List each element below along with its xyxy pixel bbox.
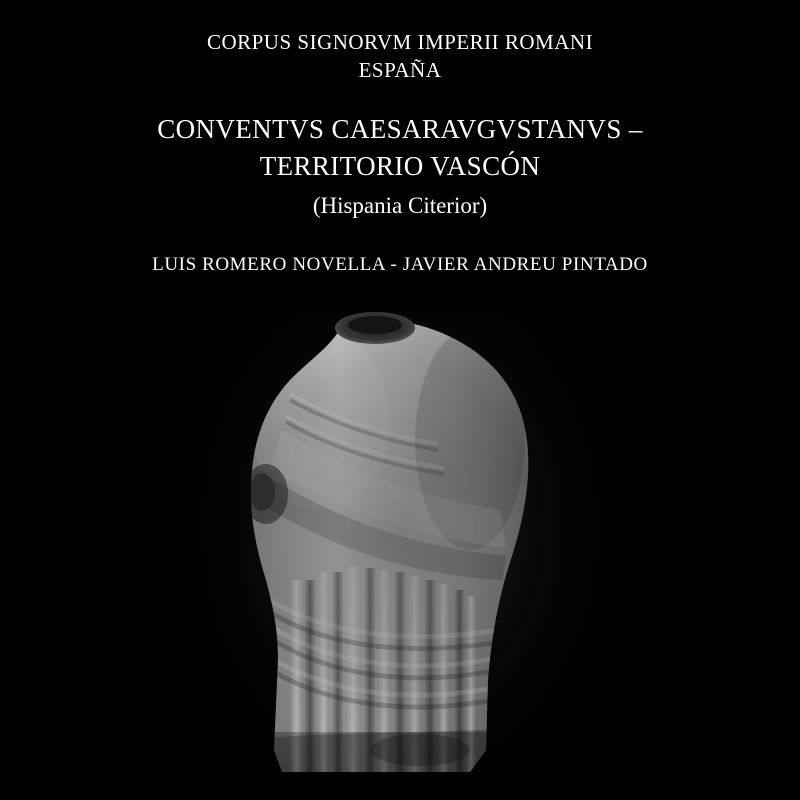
statue-neck-break: [335, 312, 415, 344]
statue-image-area: [0, 280, 800, 800]
main-title-line-1: CONVENTVS CAESARAVGVSTANVS –: [157, 113, 643, 144]
statue-body: [230, 310, 550, 792]
series-title-line-2: ESPAÑA: [358, 58, 442, 83]
main-title-line-2: TERRITORIO VASCÓN: [259, 150, 541, 181]
series-title-line-1: CORPUS SIGNORVM IMPERII ROMANI: [206, 30, 594, 54]
cover-subtitle: (Hispania Citerior): [312, 193, 488, 219]
cover-authors: LUIS ROMERO NOVELLA - JAVIER ANDREU PINTADO: [152, 253, 648, 275]
cover-title-block: [0, 28, 800, 276]
roman-togate-statue-photograph: [170, 280, 630, 800]
